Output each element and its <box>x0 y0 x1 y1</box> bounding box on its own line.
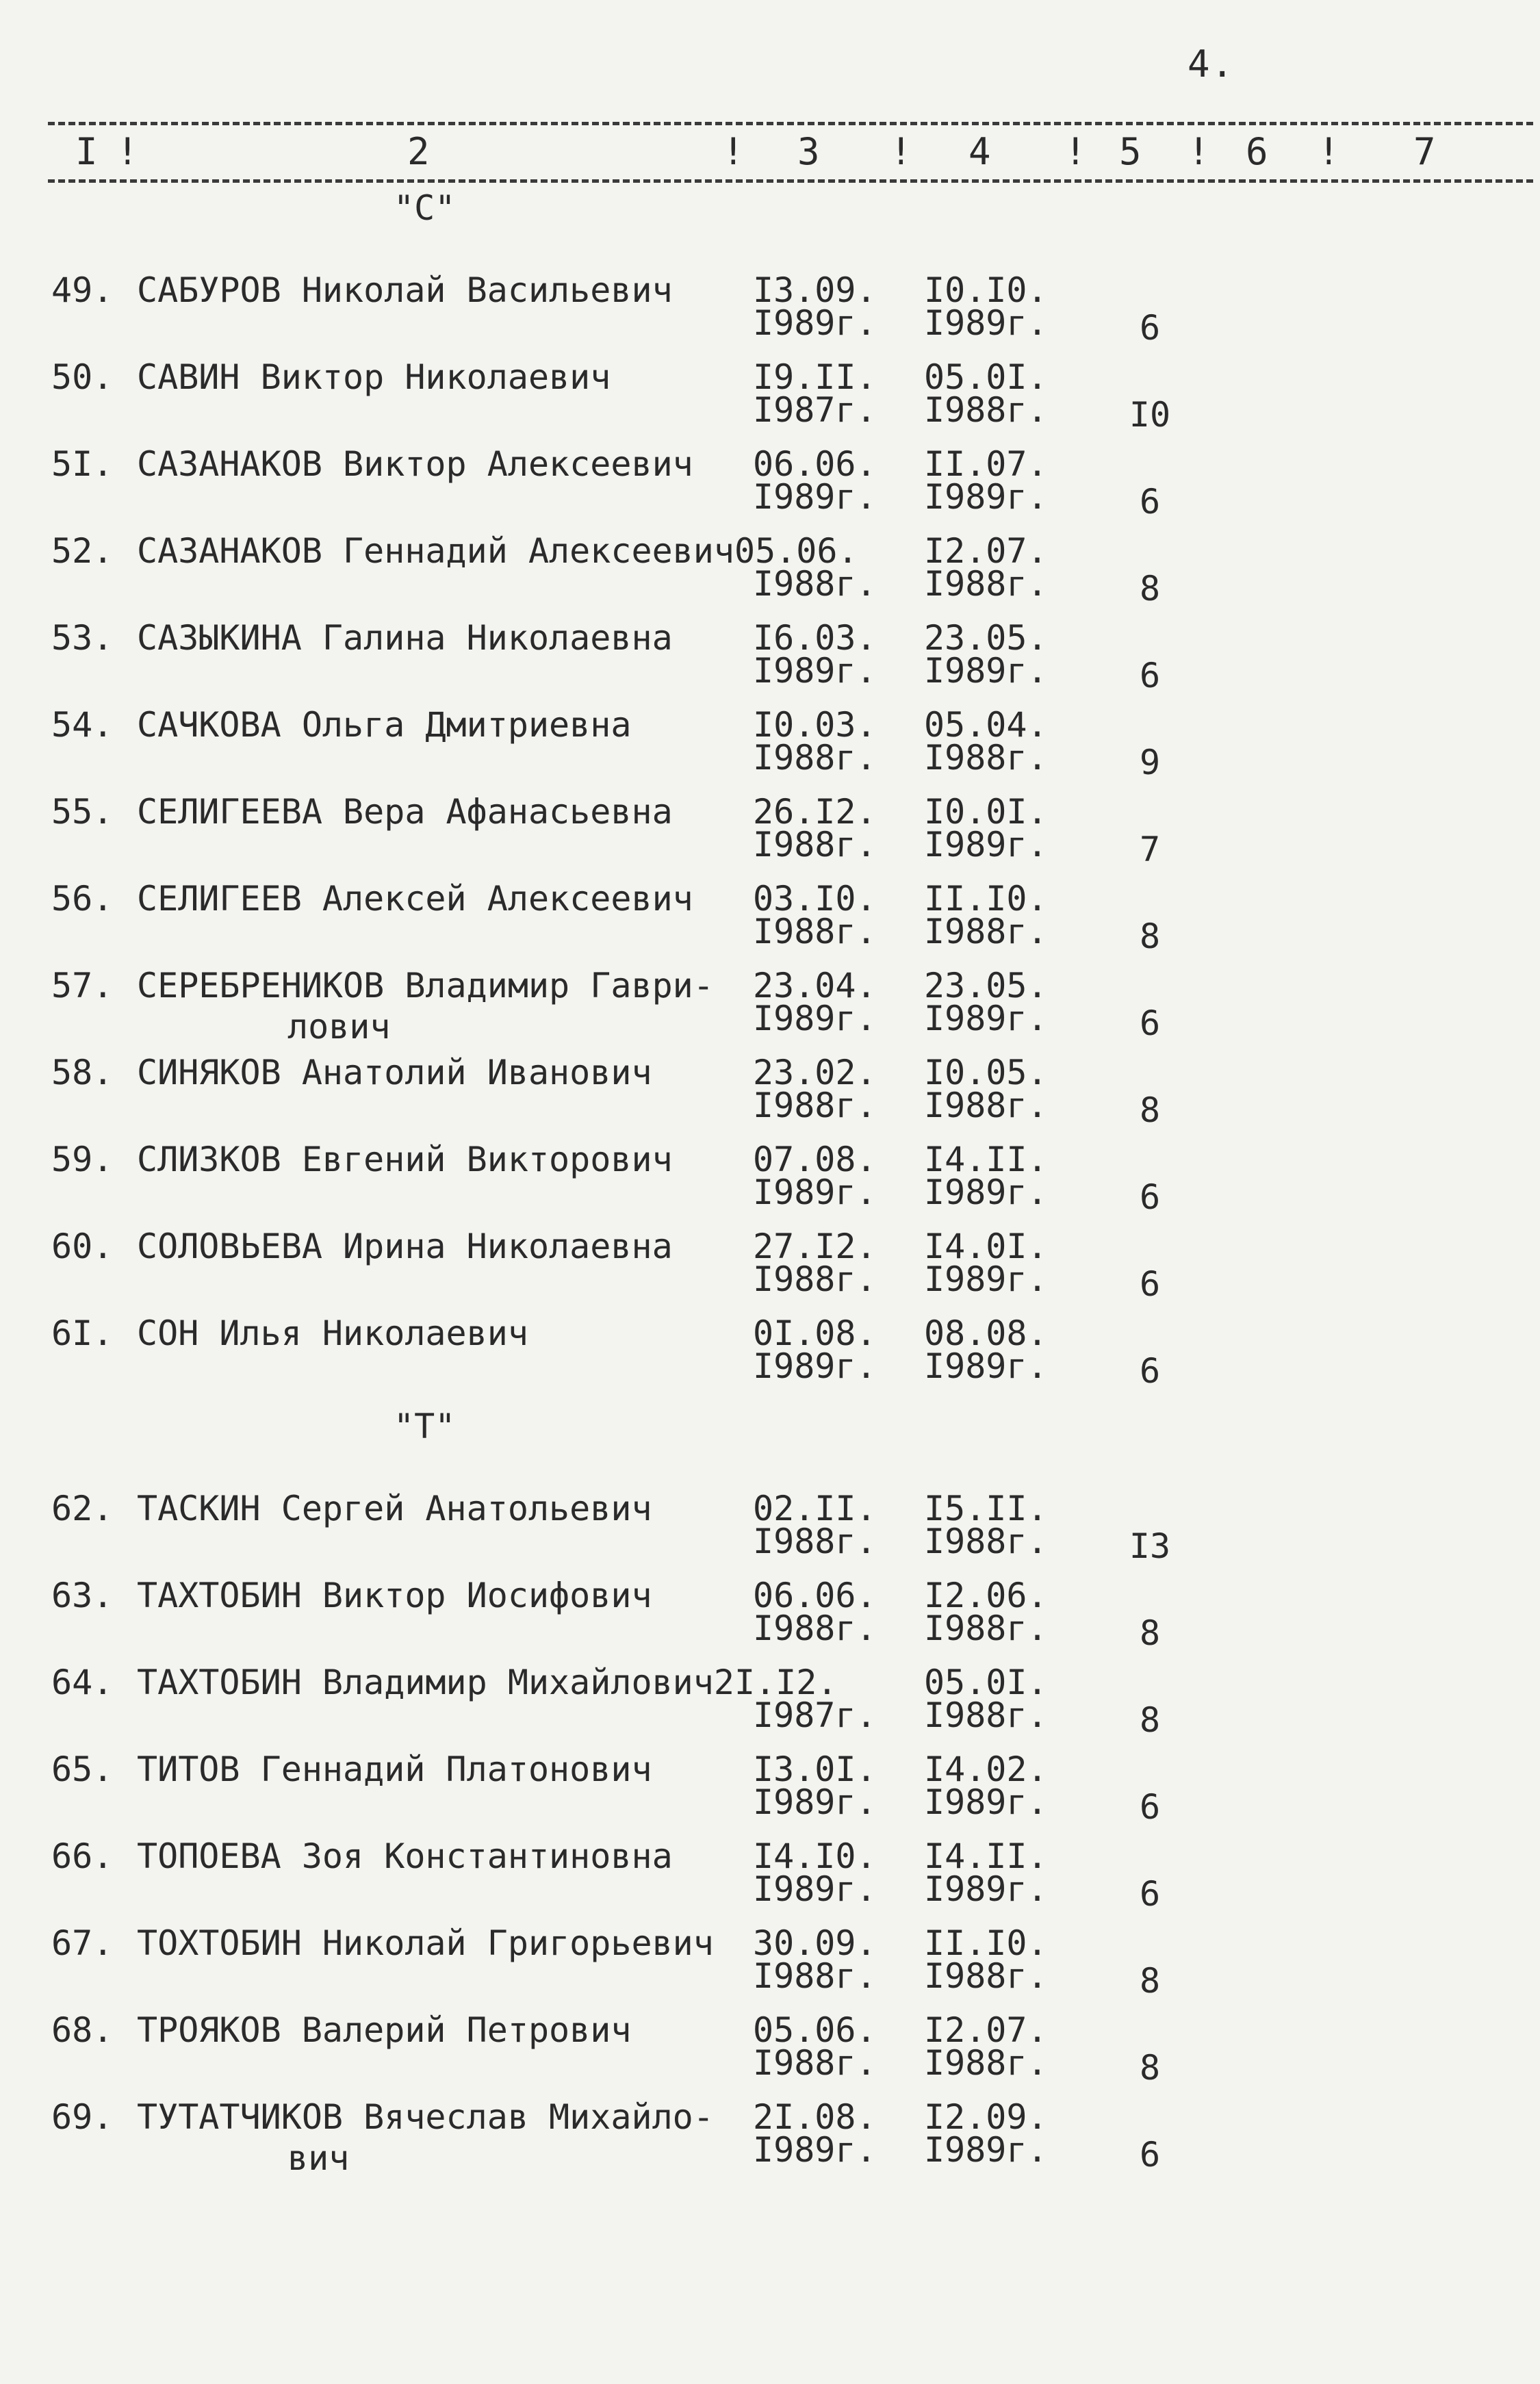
start-date: 26.I2. <box>753 792 877 832</box>
register-entry <box>0 2010 1540 2092</box>
register-entry <box>0 705 1540 787</box>
end-year: I988г. <box>924 1695 1048 1735</box>
person-name: СЕЛИГЕЕВА Вера Афанасьевна <box>137 792 673 832</box>
start-year: I989г. <box>753 999 877 1038</box>
duration: 9 <box>1139 743 1161 782</box>
start-year: I988г. <box>753 1608 877 1648</box>
end-year: I988г. <box>924 1522 1048 1561</box>
header-rule-bottom <box>48 179 1533 183</box>
person-name: ТАХТОБИН Виктор Иосифович <box>137 1576 652 1615</box>
header-separator: ! <box>722 130 745 173</box>
duration: 6 <box>1139 1351 1161 1391</box>
register-entry <box>0 2097 1540 2179</box>
duration: 6 <box>1139 1177 1161 1217</box>
end-date: II.07. <box>924 444 1048 484</box>
end-date: I4.II. <box>924 1836 1048 1876</box>
start-date: 0I.08. <box>753 1313 877 1353</box>
start-year: I988г. <box>753 825 877 864</box>
row-number: 50. <box>51 357 114 397</box>
duration: 8 <box>1139 2048 1161 2088</box>
row-number: 64. <box>51 1663 114 1702</box>
register-entry <box>0 1576 1540 1658</box>
start-year: I987г. <box>753 1695 877 1735</box>
end-year: I988г. <box>924 1956 1048 1996</box>
start-year: I989г. <box>753 477 877 517</box>
row-number: 56. <box>51 879 114 919</box>
header-separator: ! <box>1188 130 1210 173</box>
row-number: 49. <box>51 270 114 310</box>
page-number: 4. <box>1188 42 1235 86</box>
person-name: ТУТАТЧИКОВ Вячеслав Михайло- <box>137 2097 714 2137</box>
row-number: 69. <box>51 2097 114 2137</box>
end-date: I4.0I. <box>924 1227 1048 1266</box>
start-year: I988г. <box>753 2043 877 2083</box>
duration: 6 <box>1139 308 1161 348</box>
end-year: I988г. <box>924 564 1048 604</box>
register-entry <box>0 879 1540 961</box>
person-name: СЛИЗКОВ Евгений Викторович <box>137 1140 673 1179</box>
header-col-2: 2 <box>407 130 430 173</box>
duration: I3 <box>1129 1526 1171 1566</box>
end-year: I989г. <box>924 1259 1048 1299</box>
start-date: I3.0I. <box>753 1749 877 1789</box>
duration: 8 <box>1139 1090 1161 1130</box>
start-year: I988г. <box>753 564 877 604</box>
row-number: 53. <box>51 618 114 658</box>
person-name: ТРОЯКОВ Валерий Петрович <box>137 2010 632 2050</box>
header-separator: ! <box>890 130 912 173</box>
person-name: САЧКОВА Ольга Дмитриевна <box>137 705 632 745</box>
row-number: 58. <box>51 1053 114 1092</box>
row-number: 54. <box>51 705 114 745</box>
person-name: СИНЯКОВ Анатолий Иванович <box>137 1053 652 1092</box>
person-name: САБУРОВ Николай Васильевич <box>137 270 673 310</box>
end-date: 23.05. <box>924 966 1048 1005</box>
start-year: I989г. <box>753 1782 877 1822</box>
start-date: I9.II. <box>753 357 877 397</box>
end-date: 23.05. <box>924 618 1048 658</box>
row-number: 66. <box>51 1836 114 1876</box>
end-date: I2.07. <box>924 531 1048 571</box>
end-year: I989г. <box>924 651 1048 691</box>
person-name: ТИТОВ Геннадий Платонович <box>137 1749 652 1789</box>
person-name: ТАХТОБИН Владимир Михайлович2I.I2. <box>137 1663 838 1702</box>
register-entry <box>0 1313 1540 1396</box>
header-rule-top <box>48 122 1533 125</box>
start-year: I989г. <box>753 651 877 691</box>
register-entry <box>0 1663 1540 1745</box>
start-date: 02.II. <box>753 1489 877 1528</box>
start-year: I988г. <box>753 1522 877 1561</box>
row-number: 52. <box>51 531 114 571</box>
duration: 7 <box>1139 830 1161 869</box>
start-date: 05.06. <box>753 2010 877 2050</box>
start-date: I4.I0. <box>753 1836 877 1876</box>
person-name: САЗАНАКОВ Геннадий Алексеевич05.06. <box>137 531 858 571</box>
end-date: I5.II. <box>924 1489 1048 1528</box>
register-entry <box>0 1923 1540 2005</box>
person-name: САЗЫКИНА Галина Николаевна <box>137 618 673 658</box>
header-separator: ! <box>1318 130 1340 173</box>
person-name: ТОПОЕВА Зоя Константиновна <box>137 1836 673 1876</box>
person-name: СЕРЕБРЕНИКОВ Владимир Гаври- <box>137 966 714 1005</box>
end-year: I989г. <box>924 1869 1048 1909</box>
end-date: 05.0I. <box>924 357 1048 397</box>
end-year: I988г. <box>924 390 1048 430</box>
start-year: I988г. <box>753 1956 877 1996</box>
start-date: 06.06. <box>753 444 877 484</box>
register-entry <box>0 966 1540 1048</box>
start-date: I0.03. <box>753 705 877 745</box>
end-date: II.I0. <box>924 1923 1048 1963</box>
start-year: I989г. <box>753 303 877 343</box>
register-entry <box>0 1489 1540 1571</box>
person-name: СОЛОВЬЕВА Ирина Николаевна <box>137 1227 673 1266</box>
register-entry <box>0 1053 1540 1135</box>
person-name: САЗАНАКОВ Виктор Алексеевич <box>137 444 693 484</box>
duration: I0 <box>1129 395 1171 435</box>
register-entry <box>0 357 1540 439</box>
start-date: I6.03. <box>753 618 877 658</box>
end-date: 08.08. <box>924 1313 1048 1353</box>
end-year: I989г. <box>924 1172 1048 1212</box>
duration: 6 <box>1139 2135 1161 2175</box>
end-year: I989г. <box>924 825 1048 864</box>
person-name: СЕЛИГЕЕВ Алексей Алексеевич <box>137 879 693 919</box>
end-year: I989г. <box>924 303 1048 343</box>
header-col-7: 7 <box>1413 130 1436 173</box>
row-number: 57. <box>51 966 114 1005</box>
end-date: I2.09. <box>924 2097 1048 2137</box>
end-date: I2.06. <box>924 1576 1048 1615</box>
duration: 8 <box>1139 569 1161 608</box>
header-col-6: 6 <box>1246 130 1268 173</box>
person-name: ТОХТОБИН Николай Григорьевич <box>137 1923 714 1963</box>
start-year: I989г. <box>753 1346 877 1386</box>
start-date: 07.08. <box>753 1140 877 1179</box>
header-col-3: 3 <box>797 130 820 173</box>
person-name-continuation: вич <box>287 2138 350 2178</box>
end-year: I988г. <box>924 1608 1048 1648</box>
section-letter: "С" <box>394 188 456 228</box>
start-year: I988г. <box>753 912 877 951</box>
end-year: I989г. <box>924 1346 1048 1386</box>
end-date: I0.0I. <box>924 792 1048 832</box>
duration: 8 <box>1139 1700 1161 1740</box>
start-date: 30.09. <box>753 1923 877 1963</box>
end-date: I2.07. <box>924 2010 1048 2050</box>
start-date: 27.I2. <box>753 1227 877 1266</box>
person-name: ТАСКИН Сергей Анатольевич <box>137 1489 652 1528</box>
end-year: I988г. <box>924 1086 1048 1125</box>
duration: 6 <box>1139 1787 1161 1827</box>
end-date: I0.I0. <box>924 270 1048 310</box>
start-date: I3.09. <box>753 270 877 310</box>
start-year: I989г. <box>753 2130 877 2170</box>
start-year: I989г. <box>753 1869 877 1909</box>
register-entry <box>0 1227 1540 1309</box>
duration: 8 <box>1139 917 1161 956</box>
header-col-4: 4 <box>968 130 991 173</box>
person-name: САВИН Виктор Николаевич <box>137 357 611 397</box>
end-date: 05.0I. <box>924 1663 1048 1702</box>
start-year: I988г. <box>753 1086 877 1125</box>
duration: 8 <box>1139 1961 1161 2001</box>
end-date: I0.05. <box>924 1053 1048 1092</box>
header-separator: ! <box>116 130 139 173</box>
row-number: 5I. <box>51 444 114 484</box>
end-year: I989г. <box>924 1782 1048 1822</box>
table-header <box>0 130 1540 178</box>
row-number: 68. <box>51 2010 114 2050</box>
register-entry <box>0 444 1540 526</box>
register-entry <box>0 1836 1540 1919</box>
start-date: 03.I0. <box>753 879 877 919</box>
register-entry <box>0 270 1540 353</box>
end-year: I989г. <box>924 477 1048 517</box>
row-number: 63. <box>51 1576 114 1615</box>
duration: 6 <box>1139 1874 1161 1914</box>
duration: 6 <box>1139 1003 1161 1043</box>
register-entry <box>0 531 1540 613</box>
section-letter: "Т" <box>394 1407 456 1446</box>
row-number: 62. <box>51 1489 114 1528</box>
duration: 6 <box>1139 656 1161 695</box>
end-date: 05.04. <box>924 705 1048 745</box>
header-col-5: 5 <box>1119 130 1142 173</box>
end-year: I989г. <box>924 2130 1048 2170</box>
start-date: 06.06. <box>753 1576 877 1615</box>
row-number: 60. <box>51 1227 114 1266</box>
start-date: 23.04. <box>753 966 877 1005</box>
start-year: I989г. <box>753 1172 877 1212</box>
start-year: I988г. <box>753 1259 877 1299</box>
end-year: I988г. <box>924 738 1048 778</box>
row-number: 6I. <box>51 1313 114 1353</box>
start-date: 23.02. <box>753 1053 877 1092</box>
person-name-continuation: лович <box>287 1007 391 1047</box>
end-year: I988г. <box>924 2043 1048 2083</box>
end-date: II.I0. <box>924 879 1048 919</box>
person-name: СОН Илья Николаевич <box>137 1313 528 1353</box>
start-year: I988г. <box>753 738 877 778</box>
duration: 6 <box>1139 1264 1161 1304</box>
duration: 6 <box>1139 482 1161 522</box>
end-year: I988г. <box>924 912 1048 951</box>
row-number: 67. <box>51 1923 114 1963</box>
start-year: I987г. <box>753 390 877 430</box>
end-year: I989г. <box>924 999 1048 1038</box>
row-number: 65. <box>51 1749 114 1789</box>
duration: 8 <box>1139 1613 1161 1653</box>
end-date: I4.II. <box>924 1140 1048 1179</box>
header-col-1: I <box>75 130 98 173</box>
end-date: I4.02. <box>924 1749 1048 1789</box>
register-entry <box>0 792 1540 874</box>
register-entry <box>0 1140 1540 1222</box>
register-entry <box>0 618 1540 700</box>
header-separator: ! <box>1064 130 1087 173</box>
start-date: 2I.08. <box>753 2097 877 2137</box>
row-number: 59. <box>51 1140 114 1179</box>
register-entry <box>0 1749 1540 1832</box>
row-number: 55. <box>51 792 114 832</box>
